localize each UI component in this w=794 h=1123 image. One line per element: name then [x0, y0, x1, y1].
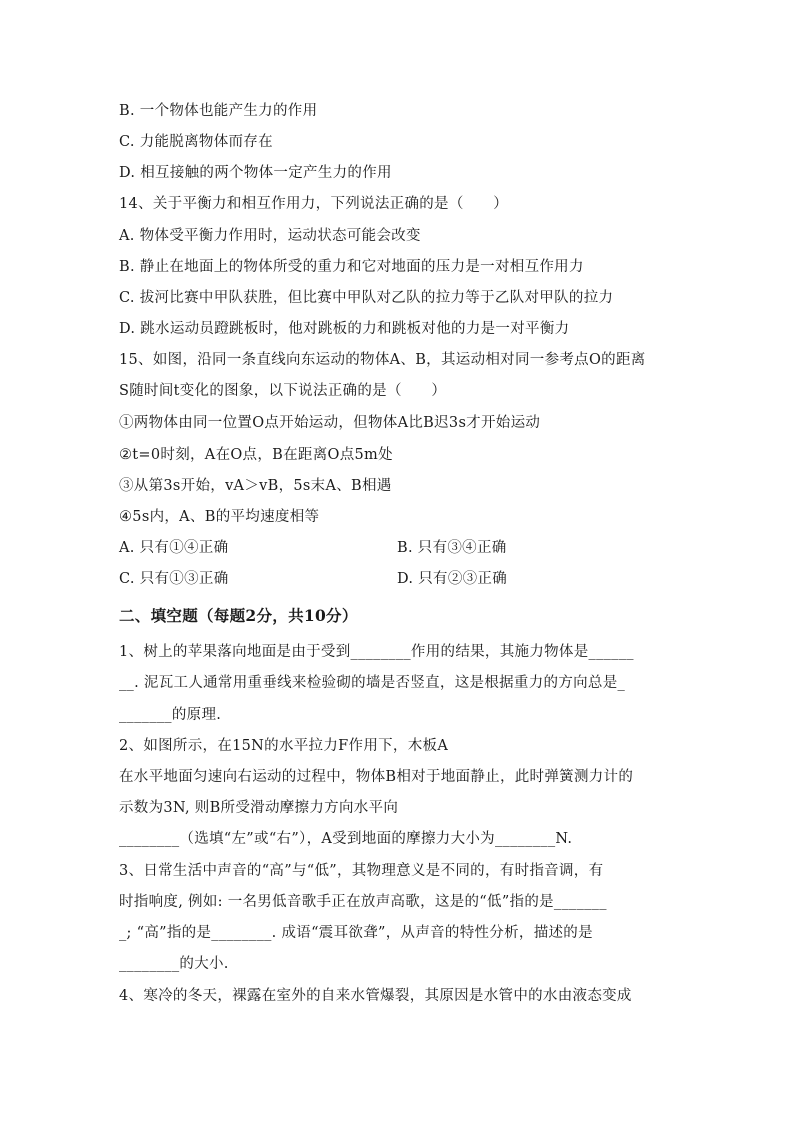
q15-stem-line1: 15、如图，沿同一条直线向东运动的物体A、B，其运动相对同一参考点O的距离 [119, 352, 646, 368]
q13-option-c: C. 力能脱离物体而存在 [119, 134, 273, 150]
q15-options-row2 [119, 569, 679, 589]
fill3-line3: _; “高”指的是________. 成语“震耳欲聋”，从声音的特性分析，描述的是 [119, 925, 593, 941]
q15-stem-line2: S随时间t变化的图象，以下说法正确的是（ ） [119, 383, 447, 399]
q15-option-a: A. 只有①④正确 [119, 540, 229, 556]
q14-option-a: A. 物体受平衡力作用时，运动状态可能会改变 [119, 228, 421, 244]
fill2-line4: ________（选填“左”或“右”），A受到地面的摩擦力大小为________N. [119, 831, 573, 847]
fill1-line1: 1、树上的苹果落向地面是由于受到________作用的结果，其施力物体是______ [119, 644, 634, 660]
q14-option-c: C. 拔河比赛中甲队获胜，但比赛中甲队对乙队的拉力等于乙队对甲队的拉力 [119, 290, 614, 306]
q15-statement-2: ②t=0时刻，A在O点，B在距离O点5m处 [119, 447, 393, 463]
fill2-line3: 示数为3N, 则B所受滑动摩擦力方向水平向 [119, 800, 399, 816]
fill3-line1: 3、日常生活中声音的“高”与“低”，其物理意义是不同的，有时指音调，有 [119, 863, 604, 879]
fill1-line3: _______的原理. [119, 707, 222, 723]
q15-statement-3: ③从第3s开始，vA＞vB，5s末A、B相遇 [119, 478, 392, 494]
fill2-line2: 在水平地面匀速向右运动的过程中，物体B相对于地面静止，此时弹簧测力计的 [119, 769, 634, 785]
q14-stem: 14、关于平衡力和相互作用力，下列说法正确的是（ ） [119, 196, 509, 212]
q13-option-b: B. 一个物体也能产生力的作用 [119, 103, 318, 119]
q14-option-b: B. 静止在地面上的物体所受的重力和它对地面的压力是一对相互作用力 [119, 259, 584, 275]
q15-statement-1: ①两物体由同一位置O点开始运动，但物体A比B迟3s才开始运动 [119, 415, 541, 431]
section-heading-fill-in: 二、填空题（每题2分，共10分） [119, 606, 358, 625]
q15-options-row1 [119, 538, 679, 558]
fill1-line2: __. 泥瓦工人通常用重垂线来检验砌的墙是否竖直，这是根据重力的方向总是_ [119, 675, 626, 691]
q15-statement-4: ④5s内，A、B的平均速度相等 [119, 509, 320, 525]
fill3-line4: ________的大小. [119, 956, 229, 972]
q15-option-d: D. 只有②③正确 [397, 571, 508, 587]
q13-option-d: D. 相互接触的两个物体一定产生力的作用 [119, 165, 392, 181]
q15-option-c: C. 只有①③正确 [119, 571, 229, 587]
q14-option-d: D. 跳水运动员蹬跳板时，他对跳板的力和跳板对他的力是一对平衡力 [119, 321, 570, 337]
q15-option-b: B. 只有③④正确 [397, 540, 507, 556]
fill2-line1: 2、如图所示，在15N的水平拉力F作用下，木板A [119, 738, 449, 754]
fill4-line1: 4、寒冷的冬天，裸露在室外的自来水管爆裂，其原因是水管中的水由液态变成 [119, 988, 632, 1004]
fill3-line2: 时指响度, 例如: 一名男低音歌手正在放声高歌，这是的“低”指的是_______ [119, 894, 607, 910]
